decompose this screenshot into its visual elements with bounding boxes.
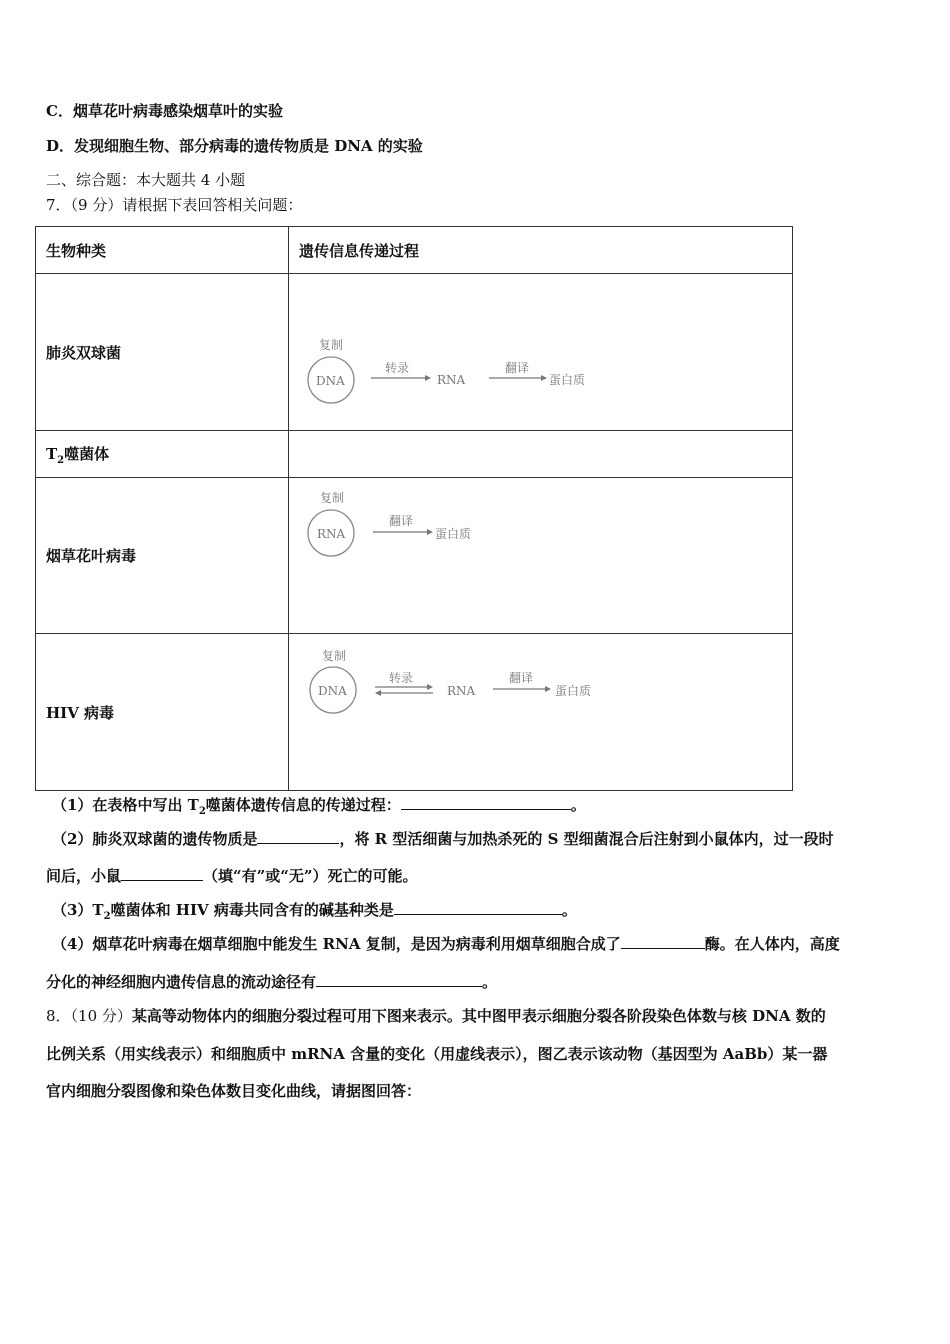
organism-hiv: HIV 病毒 <box>36 634 289 791</box>
translation-label: 翻译 <box>509 671 534 685</box>
process-t2-phage-blank[interactable] <box>289 431 793 478</box>
process-hiv <box>289 634 793 791</box>
option-d: D．发现细胞生物、部分病毒的遗传物质是 DNA 的实验 <box>46 137 423 155</box>
question-7-part-1: （1）在表格中写出 $T_2$噬菌体遗传信息的传递过程： 。 <box>52 796 586 817</box>
translation-label: 翻译 <box>505 361 530 375</box>
answer-blank-3[interactable] <box>394 900 562 915</box>
flow-diagram-hiv <box>289 634 793 789</box>
section-heading: 二、综合题：本大题共 4 小题 <box>46 171 246 189</box>
rna-label: RNA <box>317 527 346 541</box>
dna-label: DNA <box>318 684 347 698</box>
organism-t2-phage: $T_2$噬菌体 <box>36 431 289 478</box>
dna-label: DNA <box>316 374 345 388</box>
process-tmv <box>289 478 793 634</box>
flow-diagram-rna <box>289 478 793 632</box>
replication-label: 复制 <box>322 649 347 663</box>
question-7-part-4-line2: 分化的神经细胞内遗传信息的流动途径有 。 <box>46 973 498 991</box>
question-7-part-2-line1: （2）肺炎双球菌的遗传物质是 ，将 R 型活细菌与加热杀死的 S 型细菌混合后注射到小鼠体内，过一段时 <box>52 830 834 848</box>
answer-blank-2b[interactable] <box>121 866 203 881</box>
replication-label: 复制 <box>319 338 344 352</box>
transcription-label: 转录 <box>385 361 410 375</box>
process-pneumococcus <box>289 274 793 431</box>
gene-info-table <box>35 226 793 791</box>
rna-label: RNA <box>437 373 466 387</box>
answer-blank-1[interactable] <box>401 795 571 810</box>
table-row <box>36 274 793 431</box>
question-7-part-2-line2: 间后，小鼠 （填“有”或“无”）死亡的可能。 <box>46 867 418 885</box>
header-process: 遗传信息传递过程 <box>289 227 793 274</box>
protein-label: 蛋白质 <box>549 373 586 387</box>
table-row <box>36 634 793 791</box>
question-7-stem: 7．（9 分）请根据下表回答相关问题： <box>46 196 303 214</box>
protein-label: 蛋白质 <box>555 684 592 698</box>
table-header-row <box>36 227 793 274</box>
question-8-line3: 官内细胞分裂图像和染色体数目变化曲线，请据图回答： <box>46 1082 422 1100</box>
rna-label: RNA <box>447 684 476 698</box>
translation-label: 翻译 <box>389 514 414 528</box>
table-row <box>36 431 793 478</box>
answer-blank-4a[interactable] <box>621 934 705 949</box>
option-c: C．烟草花叶病毒感染烟草叶的实验 <box>46 102 283 120</box>
header-organism: 生物种类 <box>36 227 289 274</box>
answer-blank-2a[interactable] <box>257 829 339 844</box>
answer-blank-4b[interactable] <box>316 972 482 987</box>
organism-tmv: 烟草花叶病毒 <box>36 478 289 634</box>
replication-label: 复制 <box>320 491 345 505</box>
flow-diagram-dna <box>289 274 793 429</box>
protein-label: 蛋白质 <box>435 527 472 541</box>
organism-pneumococcus: 肺炎双球菌 <box>36 274 289 431</box>
question-8-line1: 8．（10 分）某高等动物体内的细胞分裂过程可用下图来表示。其中图甲表示细胞分裂各阶段染色体数与核 DNA 数的 <box>46 1007 826 1025</box>
transcription-label: 转录 <box>389 671 414 685</box>
question-8-line2: 比例关系（用实线表示）和细胞质中 mRNA 含量的变化（用虚线表示），图乙表示该动物（基因型为 AaBb）某一器 <box>46 1045 828 1063</box>
table-row <box>36 478 793 634</box>
question-7-part-3: $(3)T_2$噬菌体和 HIV 病毒共同含有的碱基种类是 。 <box>52 901 577 922</box>
question-7-part-4-line1: （4）烟草花叶病毒在烟草细胞中能发生 RNA 复制，是因为病毒利用烟草细胞合成了 酶。在人体内，高度 <box>52 935 840 953</box>
